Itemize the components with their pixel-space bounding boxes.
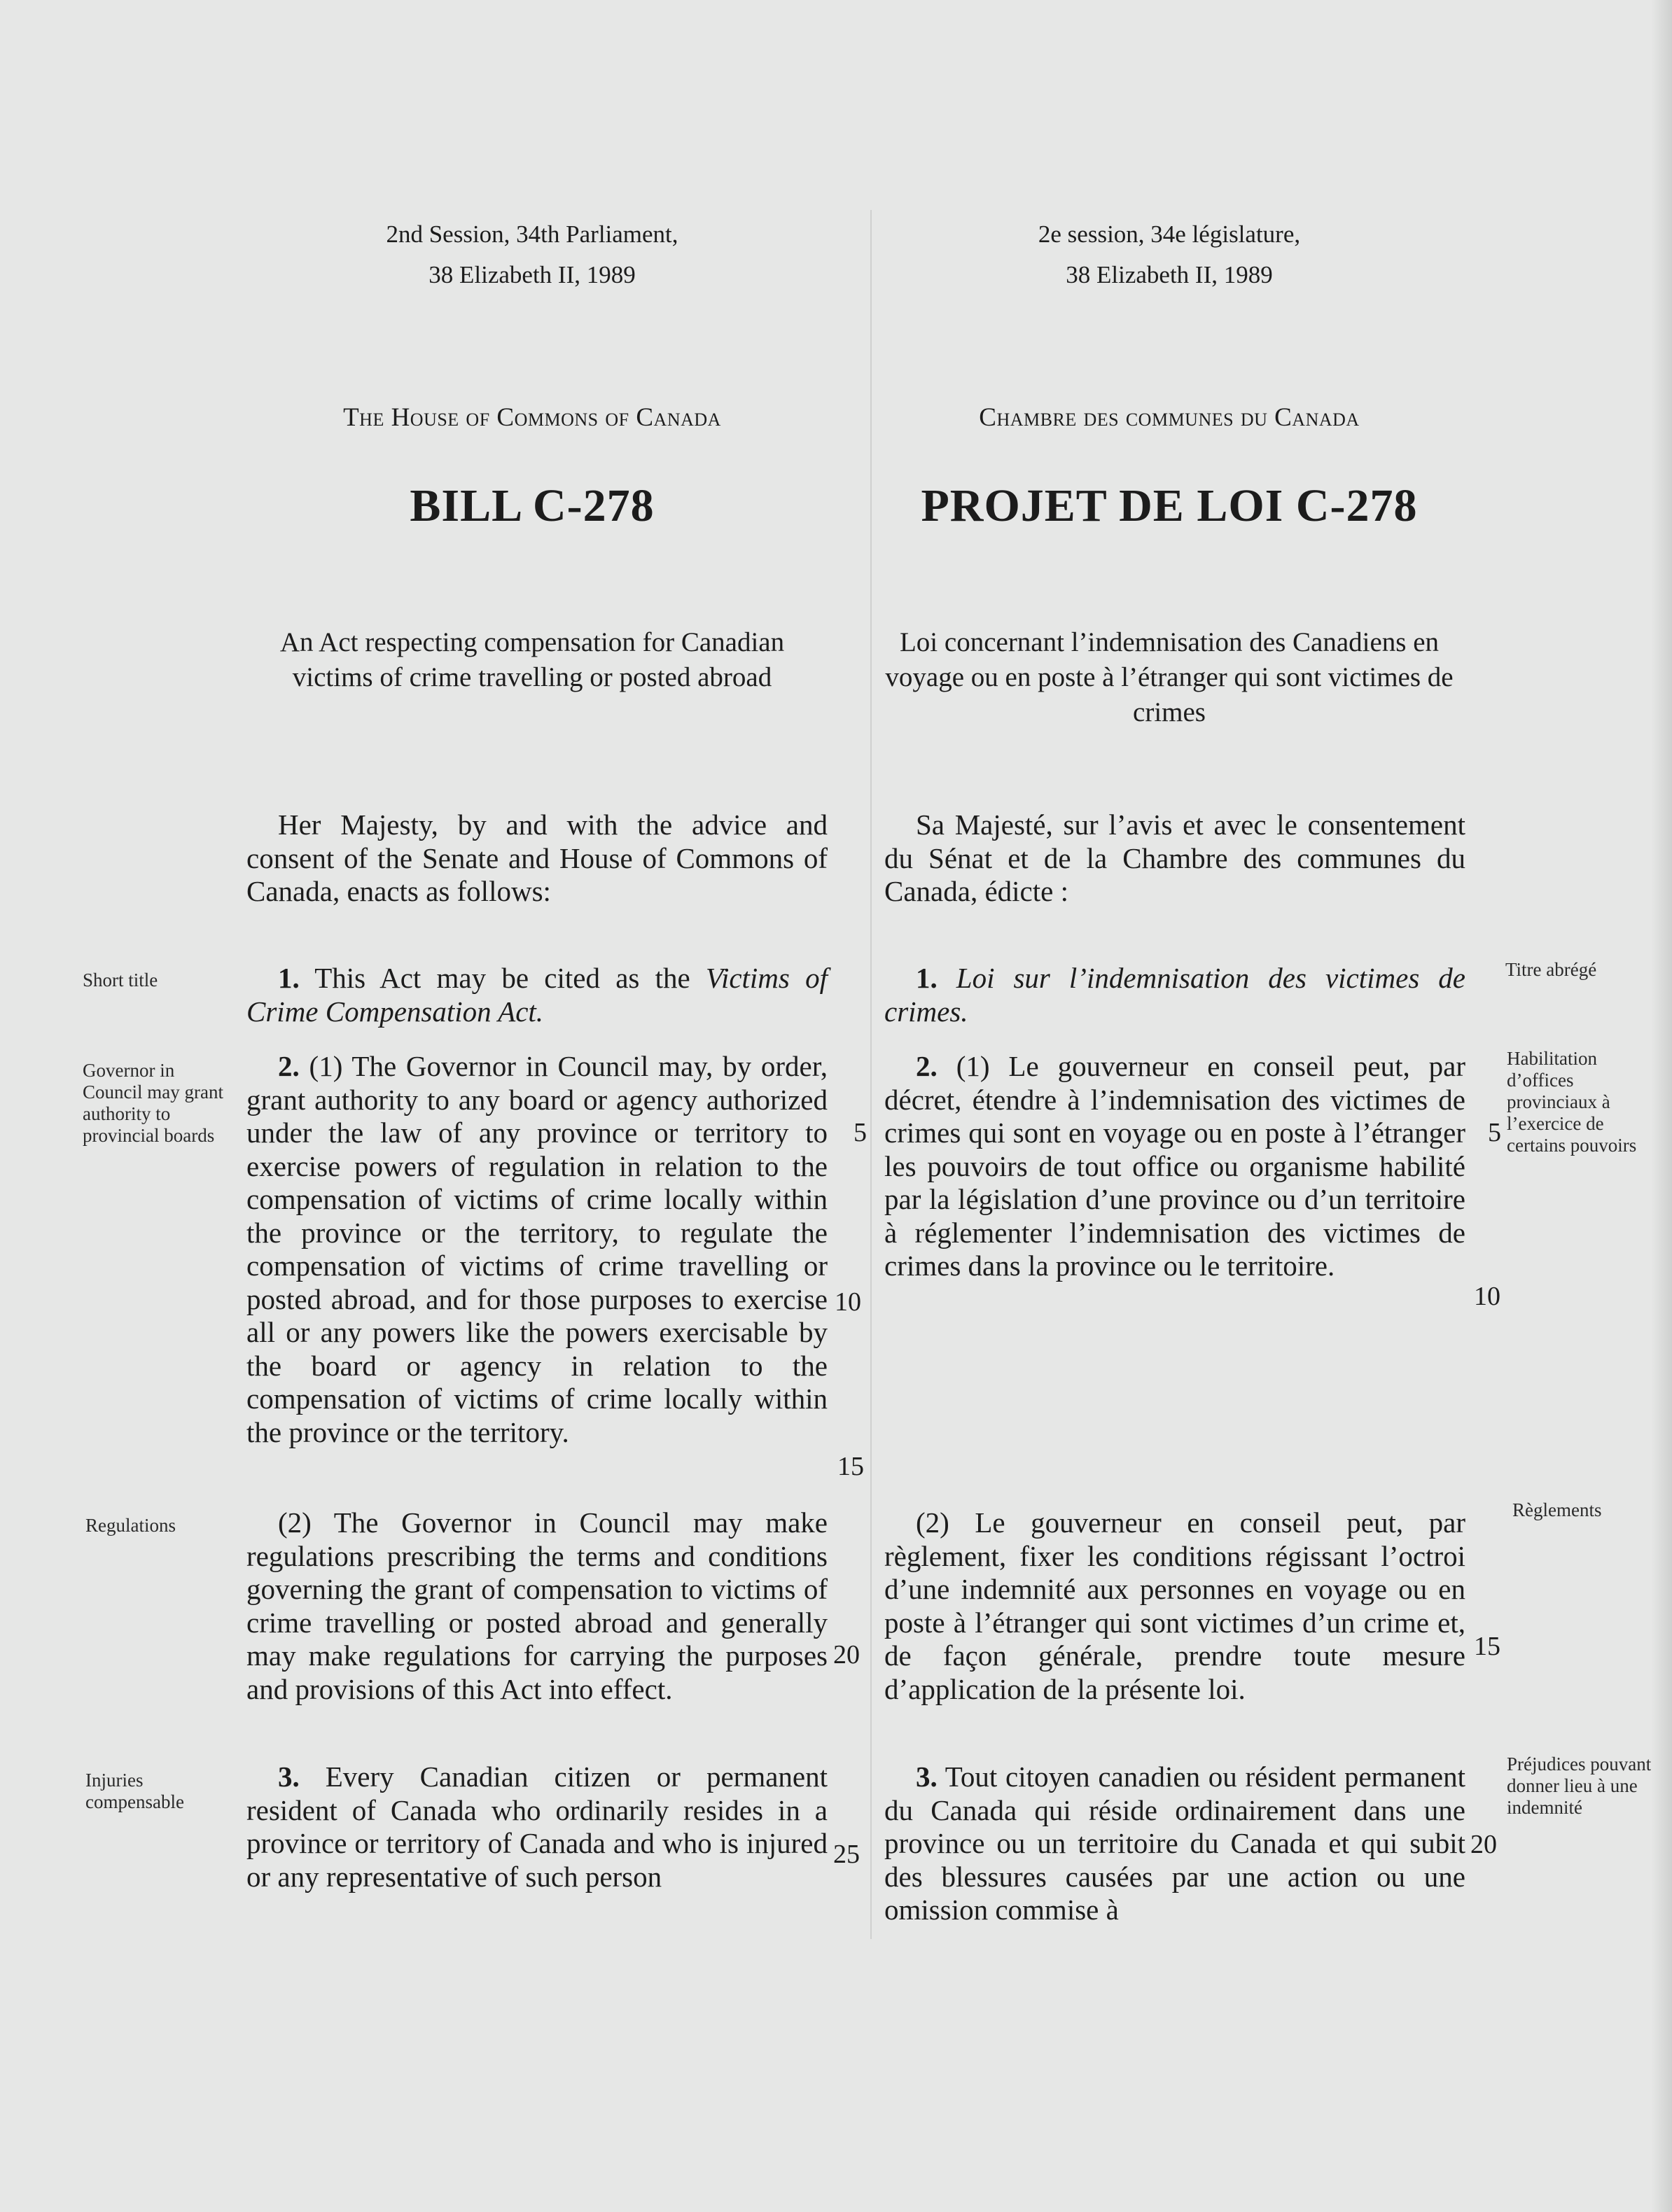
fr-line-number-15: 15 [1474, 1632, 1500, 1661]
fr-line-number-20: 20 [1470, 1830, 1497, 1859]
fr-header [886, 214, 1453, 295]
en-section-2-2 [246, 1506, 828, 1706]
en-s2-number: 2. [278, 1050, 300, 1082]
en-bill-number: BILL C-278 [410, 480, 655, 531]
en-enacting-clause [246, 808, 828, 909]
en-s3-number: 3. [278, 1760, 300, 1793]
en-s1-text: This Act may be cited as the [314, 962, 690, 994]
en-section-3 [246, 1760, 828, 1893]
fr-act-title: Loi concernant l’indemnisation des Canadiens en voyage ou en poste à l’étranger qui sont victimes de crimes [885, 627, 1454, 727]
en-line-number-15: 15 [837, 1452, 864, 1481]
en-line-number-20: 20 [833, 1640, 860, 1670]
en-section-2-1 [246, 1050, 828, 1449]
fr-line-number-10: 10 [1474, 1282, 1500, 1311]
en-line-number-5: 5 [854, 1118, 867, 1147]
fr-s1-title: Loi sur l’indemnisation des victimes de crimes. [884, 962, 1465, 1028]
fr-session: 2e session, 34e législature, [1038, 220, 1301, 248]
fr-section-1 [884, 962, 1465, 1028]
fr-margin-reglements: Règlements [1512, 1499, 1602, 1520]
fr-margin-habilitation: Habilitation d’offices provinciaux à l’exercice de certains pouvoirs [1507, 1048, 1637, 1156]
fr-s3-number: 3. [916, 1760, 938, 1793]
fr-s2-2-text: (2) Le gouverneur en conseil peut, par règlement, fixer les conditions régissant l’octroi d’une indemnité aux personnes en voyage ou en poste à l’étranger qui sont victimes d’un crime et, de façon générale, prendre toute mesure d’application de la présente loi. [884, 1506, 1465, 1705]
en-s1-title: Victims of Crime Compensation Act. [246, 962, 828, 1028]
fr-margin-prejudices: Préjudices pouvant donner lieu à une indemnité [1507, 1754, 1652, 1818]
fr-s1-number: 1. [916, 962, 938, 994]
fr-section-2-1 [884, 1050, 1465, 1283]
en-house-title: The House of Commons of Canada [343, 403, 721, 432]
fr-section-2-2 [884, 1506, 1465, 1706]
page-edge-shadow [1651, 0, 1672, 2212]
en-s3-text: Every Canadian citizen or permanent resident of Canada who ordinarily resides in a province or territory of Canada and who is injured or any representative of such person [246, 1760, 828, 1893]
fr-enacting-clause [884, 808, 1465, 909]
fr-year: 38 Elizabeth II, 1989 [1066, 261, 1273, 288]
fr-enacting-text: Sa Majesté, sur l’avis et avec le consentement du Sénat et de la Chambre des communes du Canada, édicte : [884, 808, 1465, 907]
fr-s3-text: Tout citoyen canadien ou résident permanent du Canada qui réside ordinairement dans une province ou un territoire du Canada et qui subit des blessures causées par une action ou une omission commise à [884, 1760, 1465, 1926]
en-year: 38 Elizabeth II, 1989 [429, 261, 636, 288]
en-line-number-25: 25 [833, 1840, 860, 1869]
en-s2-2-text: (2) The Governor in Council may make regulations prescribing the terms and conditions governing the grant of compensation to victims of crime travelling or posted abroad and generally may make regulations for carrying the purposes and provisions of this Act into effect. [246, 1506, 828, 1705]
en-enacting-text: Her Majesty, by and with the advice and consent of the Senate and House of Commons of Canada, enacts as follows: [246, 808, 828, 907]
fr-section-3 [884, 1760, 1465, 1927]
en-s2-text: (1) The Governor in Council may, by order, grant authority to any board or agency authorized under the law of any province or territory to exercise powers of regulation in relation to the compensation of victims of crime locally within the province or the territory, to regulate the compensation of victims of crime travelling or posted abroad, and for those purposes to exercise all or any powers like the powers exercisable by the board or agency in relation to the compensation of victims of crime locally within the province or the territory. [246, 1050, 828, 1448]
fr-margin-short-title: Titre abrégé [1505, 959, 1597, 980]
en-line-number-10: 10 [835, 1287, 861, 1317]
en-section-1 [246, 962, 828, 1028]
fr-house-title: Chambre des communes du Canada [979, 403, 1360, 432]
column-divider [870, 210, 872, 1939]
en-margin-short-title: Short title [83, 969, 158, 990]
en-act-title: An Act respecting compensation for Canadian victims of crime travelling or posted abroad [279, 627, 785, 692]
en-s1-number: 1. [278, 962, 300, 994]
en-margin-governor: Governor in Council may grant authority to provincial boards [83, 1060, 223, 1146]
fr-line-number-5: 5 [1488, 1118, 1501, 1147]
en-margin-regulations: Regulations [85, 1515, 176, 1536]
fr-s2-text: (1) Le gouverneur en conseil peut, par décret, étendre à l’indemnisation des victimes de crimes qui sont en voyage ou en poste à l’étranger les pouvoirs de tout office ou organisme habilité par la législation d’une province ou d’un territoire à réglementer l’indemnisation des victimes de crimes dans la province ou le territoire. [884, 1050, 1466, 1282]
en-margin-injuries: Injuries compensable [85, 1770, 184, 1812]
fr-s2-number: 2. [916, 1050, 938, 1082]
en-session: 2nd Session, 34th Parliament, [386, 220, 678, 248]
fr-bill-number: PROJET DE LOI C-278 [921, 480, 1418, 531]
en-header [245, 214, 819, 295]
